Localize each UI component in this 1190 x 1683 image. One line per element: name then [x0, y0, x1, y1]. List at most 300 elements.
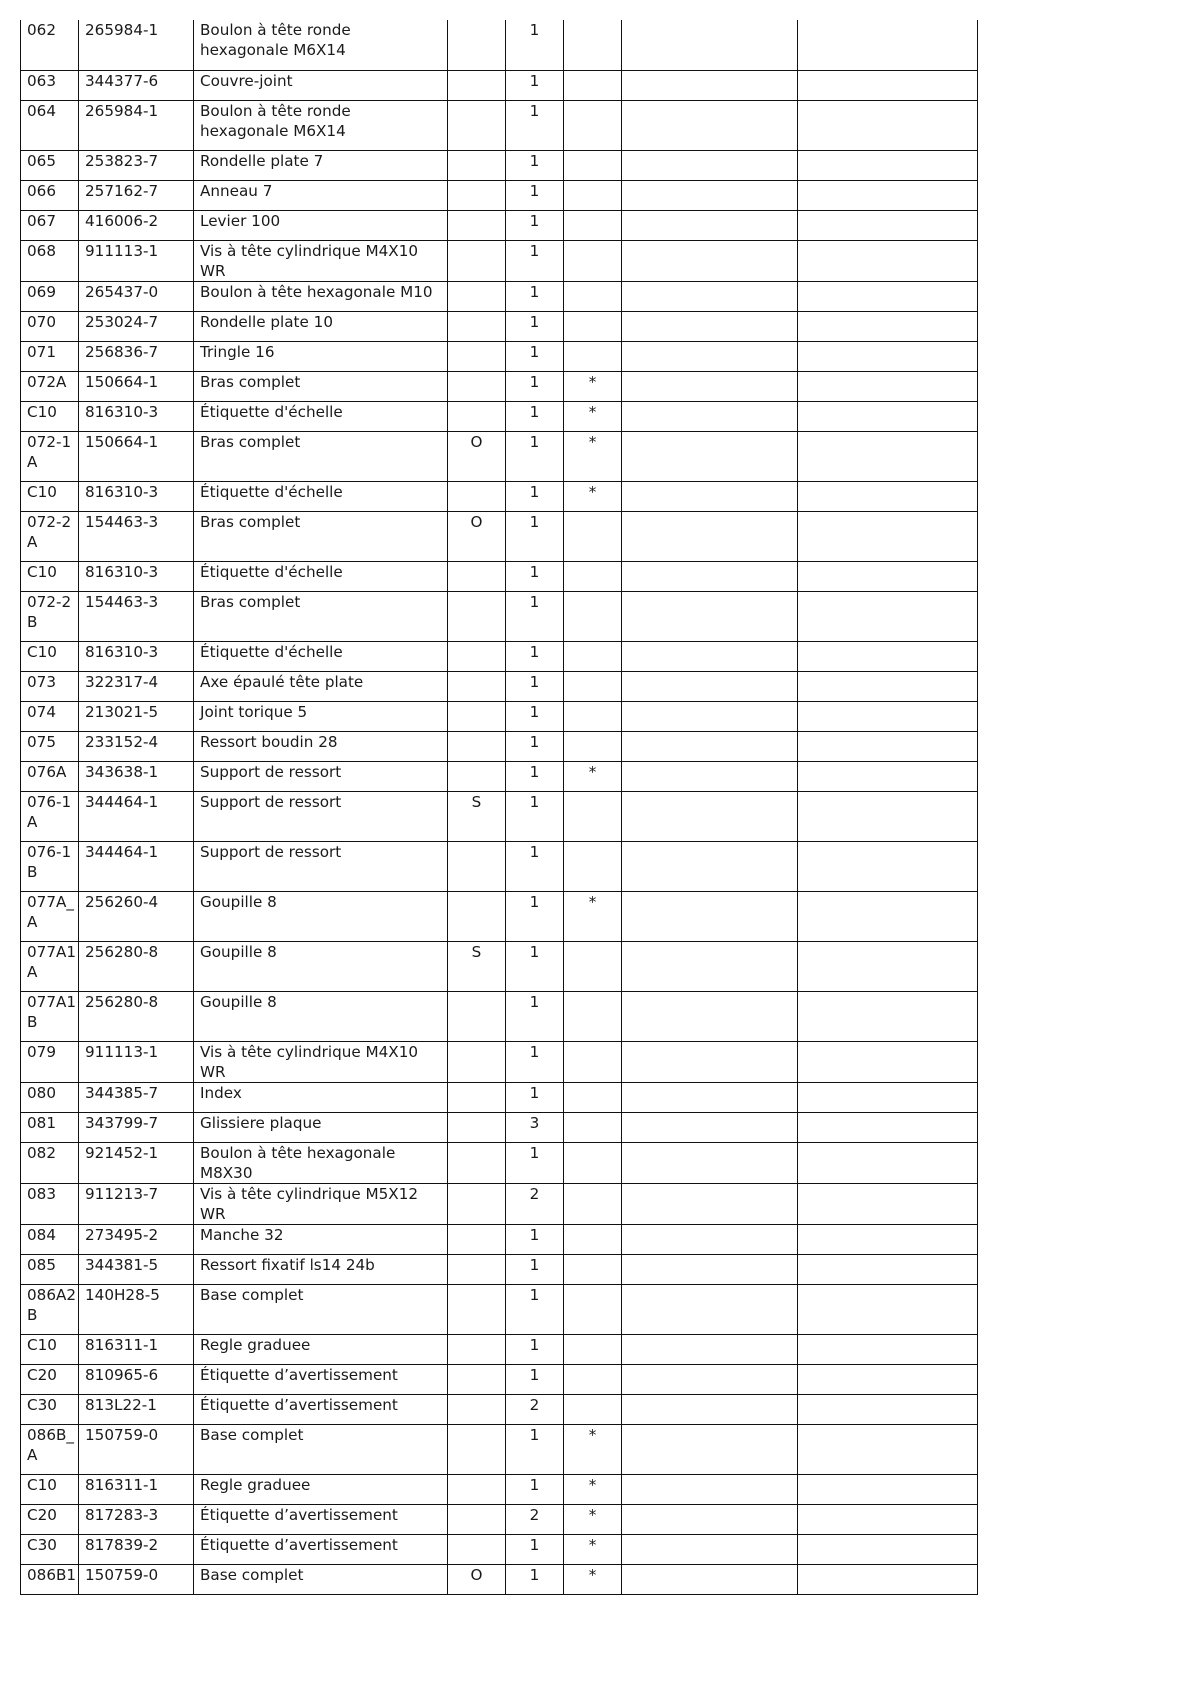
quantity-cell: 1 — [506, 431, 564, 481]
quantity-cell: 1 — [506, 891, 564, 941]
item-number-cell: C10 — [21, 1474, 79, 1504]
quantity-cell: 1 — [506, 180, 564, 210]
quantity-cell: 1 — [506, 401, 564, 431]
empty-cell — [622, 641, 798, 671]
description-cell: Support de ressort — [194, 841, 448, 891]
reference-cell: 257162-7 — [79, 180, 194, 210]
empty-cell — [622, 1504, 798, 1534]
empty-cell — [622, 180, 798, 210]
empty-cell — [622, 371, 798, 401]
quantity-cell: 1 — [506, 591, 564, 641]
quantity-cell: 1 — [506, 511, 564, 561]
description-cell: Base complet — [194, 1564, 448, 1594]
empty-cell — [622, 731, 798, 761]
item-number-cell: C30 — [21, 1394, 79, 1424]
mark-cell — [564, 1183, 622, 1224]
mark-cell — [564, 1254, 622, 1284]
empty-cell — [798, 1364, 978, 1394]
item-number-cell: 072-2 B — [21, 591, 79, 641]
table-row — [21, 240, 978, 281]
table-row — [21, 1364, 978, 1394]
description-cell: Index — [194, 1082, 448, 1112]
option-cell — [448, 841, 506, 891]
quantity-cell: 1 — [506, 841, 564, 891]
empty-cell — [798, 1564, 978, 1594]
item-number-cell: 064 — [21, 100, 79, 150]
empty-cell — [622, 100, 798, 150]
reference-cell: 150664-1 — [79, 371, 194, 401]
quantity-cell: 1 — [506, 701, 564, 731]
parts-table — [20, 20, 978, 1595]
empty-cell — [622, 671, 798, 701]
option-cell — [448, 1254, 506, 1284]
description-cell: Étiquette d'échelle — [194, 641, 448, 671]
option-cell — [448, 731, 506, 761]
item-number-cell: 077A1 A — [21, 941, 79, 991]
empty-cell — [798, 371, 978, 401]
table-row — [21, 891, 978, 941]
empty-cell — [622, 20, 798, 70]
mark-cell — [564, 1142, 622, 1183]
table-row — [21, 1112, 978, 1142]
item-number-cell: 081 — [21, 1112, 79, 1142]
description-cell: Glissiere plaque — [194, 1112, 448, 1142]
table-row — [21, 1082, 978, 1112]
mark-cell — [564, 791, 622, 841]
table-row — [21, 1183, 978, 1224]
quantity-cell: 2 — [506, 1394, 564, 1424]
reference-cell: 921452-1 — [79, 1142, 194, 1183]
mark-cell — [564, 281, 622, 311]
option-cell — [448, 1504, 506, 1534]
empty-cell — [622, 1534, 798, 1564]
table-row — [21, 671, 978, 701]
empty-cell — [798, 481, 978, 511]
quantity-cell: 1 — [506, 20, 564, 70]
reference-cell: 911213-7 — [79, 1183, 194, 1224]
reference-cell: 816310-3 — [79, 641, 194, 671]
empty-cell — [798, 1284, 978, 1334]
item-number-cell: 070 — [21, 311, 79, 341]
item-number-cell: C20 — [21, 1504, 79, 1534]
empty-cell — [622, 761, 798, 791]
quantity-cell: 1 — [506, 761, 564, 791]
quantity-cell: 1 — [506, 791, 564, 841]
reference-cell: 816311-1 — [79, 1474, 194, 1504]
mark-cell: * — [564, 1564, 622, 1594]
reference-cell: 256836-7 — [79, 341, 194, 371]
quantity-cell: 1 — [506, 1424, 564, 1474]
reference-cell: 911113-1 — [79, 1041, 194, 1082]
item-number-cell: 083 — [21, 1183, 79, 1224]
option-cell — [448, 150, 506, 180]
empty-cell — [798, 1504, 978, 1534]
empty-cell — [798, 591, 978, 641]
quantity-cell: 3 — [506, 1112, 564, 1142]
table-row — [21, 561, 978, 591]
table-row — [21, 70, 978, 100]
empty-cell — [798, 1224, 978, 1254]
empty-cell — [622, 791, 798, 841]
empty-cell — [798, 791, 978, 841]
table-row — [21, 731, 978, 761]
option-cell — [448, 1082, 506, 1112]
empty-cell — [622, 941, 798, 991]
empty-cell — [622, 431, 798, 481]
empty-cell — [622, 1424, 798, 1474]
reference-cell: 140H28-5 — [79, 1284, 194, 1334]
reference-cell: 344464-1 — [79, 791, 194, 841]
table-row — [21, 401, 978, 431]
mark-cell — [564, 100, 622, 150]
reference-cell: 817283-3 — [79, 1504, 194, 1534]
option-cell — [448, 180, 506, 210]
quantity-cell: 1 — [506, 240, 564, 281]
item-number-cell: 073 — [21, 671, 79, 701]
empty-cell — [622, 1254, 798, 1284]
quantity-cell: 2 — [506, 1183, 564, 1224]
description-cell: Bras complet — [194, 431, 448, 481]
parts-list-page — [20, 20, 978, 1595]
mark-cell: * — [564, 891, 622, 941]
option-cell — [448, 1224, 506, 1254]
description-cell: Bras complet — [194, 591, 448, 641]
reference-cell: 265984-1 — [79, 100, 194, 150]
mark-cell — [564, 150, 622, 180]
description-cell: Étiquette d'échelle — [194, 401, 448, 431]
mark-cell — [564, 1112, 622, 1142]
table-row — [21, 1142, 978, 1183]
quantity-cell: 1 — [506, 70, 564, 100]
table-row — [21, 1564, 978, 1594]
empty-cell — [798, 431, 978, 481]
empty-cell — [622, 1112, 798, 1142]
table-row — [21, 1474, 978, 1504]
reference-cell: 265984-1 — [79, 20, 194, 70]
empty-cell — [798, 1474, 978, 1504]
quantity-cell: 1 — [506, 561, 564, 591]
reference-cell: 322317-4 — [79, 671, 194, 701]
item-number-cell: 080 — [21, 1082, 79, 1112]
option-cell — [448, 1424, 506, 1474]
quantity-cell: 1 — [506, 991, 564, 1041]
reference-cell: 816310-3 — [79, 561, 194, 591]
reference-cell: 816310-3 — [79, 481, 194, 511]
empty-cell — [798, 150, 978, 180]
empty-cell — [798, 891, 978, 941]
reference-cell: 233152-4 — [79, 731, 194, 761]
quantity-cell: 2 — [506, 1504, 564, 1534]
option-cell — [448, 281, 506, 311]
description-cell: Regle graduee — [194, 1474, 448, 1504]
quantity-cell: 1 — [506, 1474, 564, 1504]
quantity-cell: 1 — [506, 1334, 564, 1364]
item-number-cell: 079 — [21, 1041, 79, 1082]
quantity-cell: 1 — [506, 1142, 564, 1183]
description-cell: Rondelle plate 7 — [194, 150, 448, 180]
reference-cell: 816311-1 — [79, 1334, 194, 1364]
description-cell: Support de ressort — [194, 791, 448, 841]
option-cell — [448, 991, 506, 1041]
description-cell: Bras complet — [194, 511, 448, 561]
item-number-cell: 068 — [21, 240, 79, 281]
description-cell: Couvre-joint — [194, 70, 448, 100]
empty-cell — [798, 731, 978, 761]
mark-cell — [564, 180, 622, 210]
empty-cell — [798, 1334, 978, 1364]
table-row — [21, 991, 978, 1041]
option-cell — [448, 1334, 506, 1364]
item-number-cell: 084 — [21, 1224, 79, 1254]
empty-cell — [798, 671, 978, 701]
empty-cell — [798, 281, 978, 311]
empty-cell — [622, 311, 798, 341]
parts-table-body — [21, 20, 978, 1594]
table-row — [21, 1041, 978, 1082]
description-cell: Étiquette d’avertissement — [194, 1394, 448, 1424]
reference-cell: 154463-3 — [79, 591, 194, 641]
mark-cell: * — [564, 1474, 622, 1504]
description-cell: Boulon à tête ronde hexagonale M6X14 — [194, 100, 448, 150]
mark-cell: * — [564, 761, 622, 791]
item-number-cell: 086A2 B — [21, 1284, 79, 1334]
empty-cell — [622, 1394, 798, 1424]
item-number-cell: 063 — [21, 70, 79, 100]
quantity-cell: 1 — [506, 100, 564, 150]
empty-cell — [622, 401, 798, 431]
reference-cell: 344381-5 — [79, 1254, 194, 1284]
item-number-cell: 076-1 A — [21, 791, 79, 841]
table-row — [21, 941, 978, 991]
reference-cell: 213021-5 — [79, 701, 194, 731]
description-cell: Étiquette d’avertissement — [194, 1364, 448, 1394]
reference-cell: 256280-8 — [79, 991, 194, 1041]
empty-cell — [798, 1112, 978, 1142]
description-cell: Ressort boudin 28 — [194, 731, 448, 761]
table-row — [21, 210, 978, 240]
quantity-cell: 1 — [506, 311, 564, 341]
item-number-cell: 077A_ A — [21, 891, 79, 941]
table-row — [21, 431, 978, 481]
option-cell: O — [448, 511, 506, 561]
quantity-cell: 1 — [506, 1082, 564, 1112]
mark-cell — [564, 1334, 622, 1364]
mark-cell — [564, 1082, 622, 1112]
empty-cell — [622, 1041, 798, 1082]
option-cell — [448, 20, 506, 70]
option-cell — [448, 70, 506, 100]
empty-cell — [622, 281, 798, 311]
option-cell — [448, 401, 506, 431]
option-cell — [448, 1364, 506, 1394]
empty-cell — [798, 70, 978, 100]
empty-cell — [622, 591, 798, 641]
empty-cell — [622, 240, 798, 281]
mark-cell — [564, 1224, 622, 1254]
option-cell — [448, 701, 506, 731]
description-cell: Boulon à tête hexagonale M10 — [194, 281, 448, 311]
empty-cell — [798, 991, 978, 1041]
description-cell: Tringle 16 — [194, 341, 448, 371]
item-number-cell: 086B1 — [21, 1564, 79, 1594]
item-number-cell: 085 — [21, 1254, 79, 1284]
option-cell — [448, 311, 506, 341]
description-cell: Vis à tête cylindrique M4X10 WR — [194, 1041, 448, 1082]
item-number-cell: C30 — [21, 1534, 79, 1564]
empty-cell — [622, 210, 798, 240]
option-cell — [448, 1284, 506, 1334]
description-cell: Boulon à tête hexagonale M8X30 — [194, 1142, 448, 1183]
quantity-cell: 1 — [506, 1534, 564, 1564]
empty-cell — [798, 210, 978, 240]
quantity-cell: 1 — [506, 1041, 564, 1082]
reference-cell: 344385-7 — [79, 1082, 194, 1112]
quantity-cell: 1 — [506, 1284, 564, 1334]
reference-cell: 154463-3 — [79, 511, 194, 561]
mark-cell — [564, 701, 622, 731]
item-number-cell: 072-1 A — [21, 431, 79, 481]
empty-cell — [798, 561, 978, 591]
empty-cell — [622, 1082, 798, 1112]
empty-cell — [798, 100, 978, 150]
item-number-cell: 069 — [21, 281, 79, 311]
mark-cell: * — [564, 1424, 622, 1474]
table-row — [21, 481, 978, 511]
option-cell — [448, 1534, 506, 1564]
option-cell — [448, 371, 506, 401]
reference-cell: 911113-1 — [79, 240, 194, 281]
empty-cell — [622, 701, 798, 731]
item-number-cell: C10 — [21, 481, 79, 511]
table-row — [21, 180, 978, 210]
reference-cell: 343638-1 — [79, 761, 194, 791]
quantity-cell: 1 — [506, 941, 564, 991]
reference-cell: 817839-2 — [79, 1534, 194, 1564]
description-cell: Rondelle plate 10 — [194, 311, 448, 341]
option-cell — [448, 891, 506, 941]
item-number-cell: C10 — [21, 641, 79, 671]
empty-cell — [622, 1474, 798, 1504]
option-cell: O — [448, 1564, 506, 1594]
table-row — [21, 841, 978, 891]
option-cell — [448, 100, 506, 150]
reference-cell: 256260-4 — [79, 891, 194, 941]
table-row — [21, 150, 978, 180]
table-row — [21, 1284, 978, 1334]
mark-cell — [564, 641, 622, 671]
description-cell: Goupille 8 — [194, 991, 448, 1041]
item-number-cell: 076A — [21, 761, 79, 791]
empty-cell — [622, 150, 798, 180]
item-number-cell: 062 — [21, 20, 79, 70]
reference-cell: 343799-7 — [79, 1112, 194, 1142]
reference-cell: 265437-0 — [79, 281, 194, 311]
item-number-cell: 086B_ A — [21, 1424, 79, 1474]
option-cell — [448, 761, 506, 791]
description-cell: Vis à tête cylindrique M5X12 WR — [194, 1183, 448, 1224]
table-row — [21, 100, 978, 150]
table-row — [21, 1224, 978, 1254]
option-cell — [448, 1474, 506, 1504]
option-cell — [448, 1142, 506, 1183]
reference-cell: 253823-7 — [79, 150, 194, 180]
item-number-cell: C20 — [21, 1364, 79, 1394]
mark-cell: * — [564, 1504, 622, 1534]
quantity-cell: 1 — [506, 1364, 564, 1394]
empty-cell — [798, 641, 978, 671]
empty-cell — [622, 341, 798, 371]
item-number-cell: 082 — [21, 1142, 79, 1183]
table-row — [21, 311, 978, 341]
item-number-cell: 075 — [21, 731, 79, 761]
empty-cell — [622, 511, 798, 561]
option-cell — [448, 1112, 506, 1142]
table-row — [21, 1424, 978, 1474]
reference-cell: 810965-6 — [79, 1364, 194, 1394]
mark-cell — [564, 561, 622, 591]
quantity-cell: 1 — [506, 150, 564, 180]
reference-cell: 150759-0 — [79, 1564, 194, 1594]
table-row — [21, 1334, 978, 1364]
mark-cell — [564, 671, 622, 701]
reference-cell: 273495-2 — [79, 1224, 194, 1254]
table-row — [21, 1534, 978, 1564]
table-row — [21, 371, 978, 401]
mark-cell — [564, 731, 622, 761]
empty-cell — [798, 511, 978, 561]
option-cell: S — [448, 941, 506, 991]
description-cell: Vis à tête cylindrique M4X10 WR — [194, 240, 448, 281]
item-number-cell: 072-2 A — [21, 511, 79, 561]
reference-cell: 344377-6 — [79, 70, 194, 100]
description-cell: Manche 32 — [194, 1224, 448, 1254]
empty-cell — [798, 311, 978, 341]
item-number-cell: C10 — [21, 561, 79, 591]
mark-cell — [564, 1284, 622, 1334]
item-number-cell: 065 — [21, 150, 79, 180]
option-cell — [448, 1041, 506, 1082]
item-number-cell: 077A1 B — [21, 991, 79, 1041]
empty-cell — [798, 761, 978, 791]
empty-cell — [622, 1334, 798, 1364]
empty-cell — [622, 841, 798, 891]
quantity-cell: 1 — [506, 341, 564, 371]
empty-cell — [798, 941, 978, 991]
mark-cell: * — [564, 371, 622, 401]
empty-cell — [798, 1082, 978, 1112]
option-cell — [448, 561, 506, 591]
mark-cell — [564, 941, 622, 991]
description-cell: Ressort fixatif ls14 24b — [194, 1254, 448, 1284]
mark-cell: * — [564, 431, 622, 481]
empty-cell — [798, 240, 978, 281]
empty-cell — [798, 401, 978, 431]
item-number-cell: C10 — [21, 1334, 79, 1364]
mark-cell: * — [564, 481, 622, 511]
item-number-cell: 071 — [21, 341, 79, 371]
empty-cell — [798, 1183, 978, 1224]
mark-cell — [564, 70, 622, 100]
description-cell: Étiquette d'échelle — [194, 561, 448, 591]
description-cell: Joint torique 5 — [194, 701, 448, 731]
description-cell: Bras complet — [194, 371, 448, 401]
option-cell — [448, 671, 506, 701]
empty-cell — [798, 1254, 978, 1284]
empty-cell — [798, 841, 978, 891]
table-row — [21, 1504, 978, 1534]
option-cell — [448, 641, 506, 671]
empty-cell — [798, 1424, 978, 1474]
